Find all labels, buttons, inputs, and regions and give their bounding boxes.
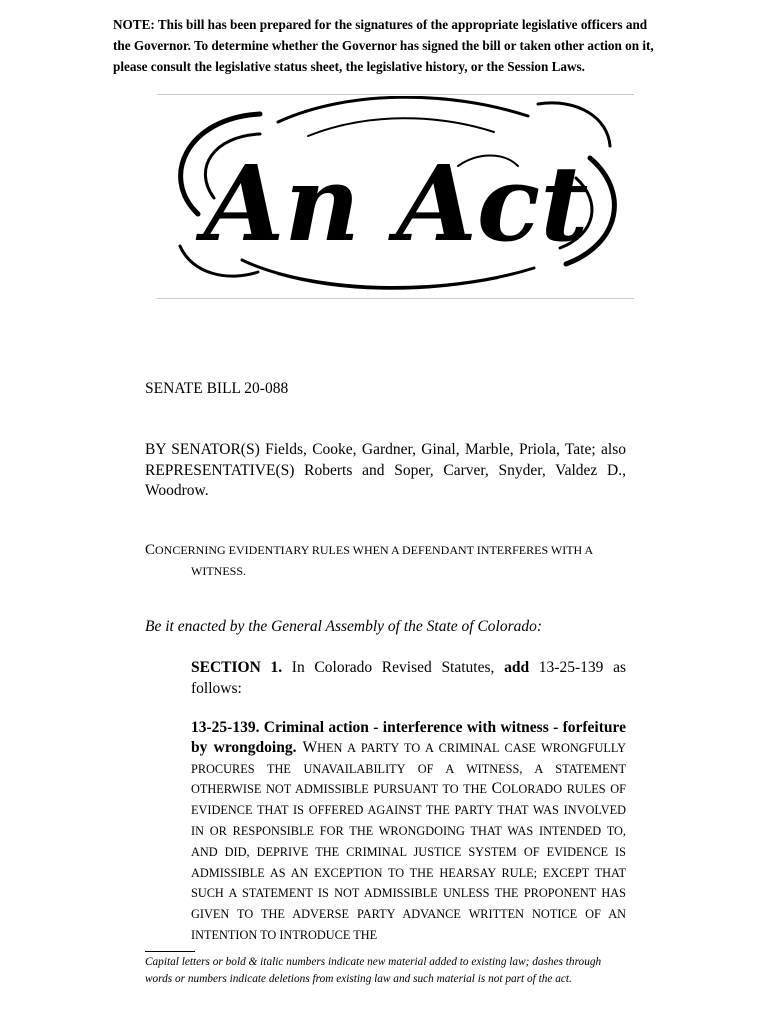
statute-initial-2: C: [491, 780, 502, 798]
statute-13-25-139: [145, 718, 626, 946]
bill-title-line-1: ONCERNING EVIDENTIARY RULES WHEN A DEFENDANT INTERFERES WITH A: [155, 543, 594, 557]
bill-sponsors: BY SENATOR(S) Fields, Cooke, Gardner, Ginal, Marble, Priola, Tate; also REPRESENTATIVE(S) Roberts and Soper, Carver, Snyder, Valdez D., Woodrow.: [145, 441, 626, 499]
emblem-top-rule: [157, 94, 634, 95]
an-act-emblem: [158, 96, 634, 296]
section-1-text-after: 13-25-139 as follows:: [191, 659, 626, 697]
an-act-emblem-graphic: [158, 96, 634, 296]
bill-number: SENATE BILL 20-088: [145, 380, 289, 397]
section-1: [145, 658, 626, 699]
bill-title-initial: C: [145, 542, 156, 558]
footnote: Capital letters or bold & italic numbers indicate new material added to existing law; dashes through words or numbers indicate deletions from existing law and such material is not part of the act.: [145, 956, 602, 985]
governor-signature-note: NOTE: This bill has been prepared for the signatures of the appropriate legislative officers and the Governor. To determine whether the Governor has signed the bill or taken other action on it, please consult the legislative status sheet, the legislative history, or the Session Laws.: [113, 17, 654, 74]
an-act-emblem-text: An Act: [203, 142, 589, 265]
section-1-text-before: In Colorado Revised Statutes,: [282, 659, 505, 676]
enacting-clause: Be it enacted by the General Assembly of the State of Colorado:: [145, 618, 543, 635]
bill-title: [145, 540, 626, 582]
emblem-bottom-rule: [157, 298, 634, 299]
bill-title-line-2: WITNESS.: [191, 564, 246, 578]
statute-initial: W: [296, 738, 318, 756]
section-1-heading: SECTION 1.: [191, 659, 283, 676]
statute-heading: 13-25-139. Criminal action - interference with witness - forfeiture by wrongdoing.: [191, 719, 626, 756]
statute-body-part-1: HEN A PARTY TO A CRIMINAL CASE WRONGFULLY PROCURES THE UNAVAILABILITY OF A WITNESS, A STATEMENT OTHERWISE NOT ADMISSIBLE PURSUANT TO THE: [191, 740, 627, 797]
footnote-rule: [145, 951, 195, 952]
section-1-add-word: add: [504, 659, 530, 676]
statute-body-part-2: OLORADO RULES OF EVIDENCE THAT IS OFFERED AGAINST THE PARTY THAT WAS INVOLVED IN OR RESPONSIBLE FOR THE WRONGDOING THAT WAS INTENDED TO, AND DID, DEPRIVE THE CRIMINAL JUSTICE SYSTEM OF EVIDENCE IS ADMISSIBLE AS AN EXCEPTION TO THE HEARSAY RULE; EXCEPT THAT SUCH A STATEMENT IS NOT ADMISSIBLE UNLESS THE PROPONENT HAS GIVEN TO THE ADVERSE PARTY ADVANCE WRITTEN NOTICE OF AN INTENTION TO INTRODUCE THE: [191, 782, 626, 942]
